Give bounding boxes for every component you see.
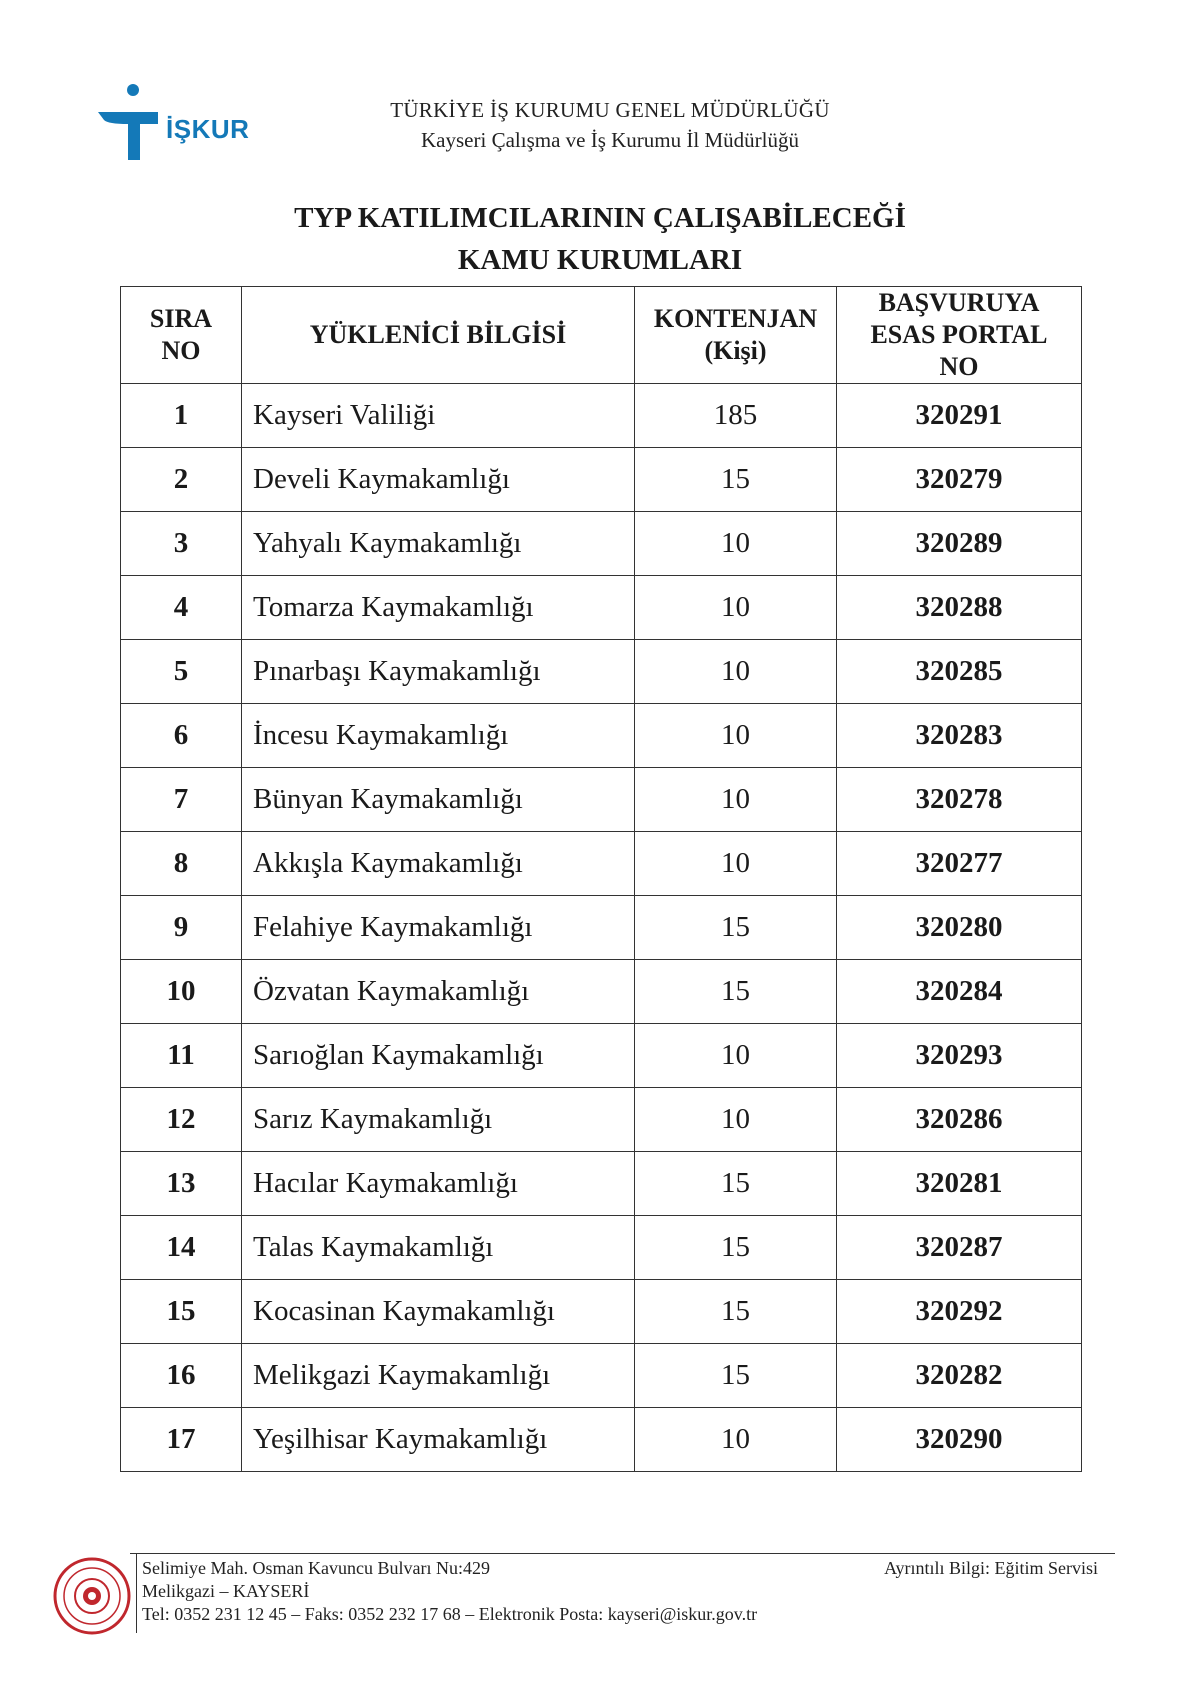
table-row (121, 448, 1082, 512)
header-yuklenici: YÜKLENİCİ BİLGİSİ (242, 287, 635, 384)
row-institution-name: Hacılar Kaymakamlığı (242, 1152, 635, 1216)
footer-vertical-divider (136, 1553, 137, 1633)
table-row (121, 1024, 1082, 1088)
row-institution-name: Yahyalı Kaymakamlığı (242, 512, 635, 576)
table-row (121, 576, 1082, 640)
row-kontenjan: 15 (635, 448, 837, 512)
footer-info: Ayrıntılı Bilgi: Eğitim Servisi (884, 1558, 1098, 1578)
table-row (121, 1088, 1082, 1152)
row-no: 4 (121, 576, 242, 640)
row-kontenjan: 15 (635, 1216, 837, 1280)
row-institution-name: Akkışla Kaymakamlığı (242, 832, 635, 896)
row-no: 8 (121, 832, 242, 896)
row-institution-name: Talas Kaymakamlığı (242, 1216, 635, 1280)
org-name: TÜRKİYE İŞ KURUMU GENEL MÜDÜRLÜĞÜ (390, 98, 830, 122)
row-no: 14 (121, 1216, 242, 1280)
header-portal-no: BAŞVURUYA ESAS PORTAL NO (837, 287, 1082, 384)
table-row (121, 1152, 1082, 1216)
row-kontenjan: 15 (635, 1152, 837, 1216)
row-portal-no: 320282 (837, 1344, 1082, 1408)
row-institution-name: Kocasinan Kaymakamlığı (242, 1280, 635, 1344)
row-institution-name: Sarıoğlan Kaymakamlığı (242, 1024, 635, 1088)
row-portal-no: 320292 (837, 1280, 1082, 1344)
row-portal-no: 320280 (837, 896, 1082, 960)
row-no: 5 (121, 640, 242, 704)
footer-contact: Tel: 0352 231 12 45 – Faks: 0352 232 17 68 – Elektronik Posta: kayseri@iskur.gov.tr (142, 1604, 758, 1624)
row-no: 9 (121, 896, 242, 960)
row-portal-no: 320285 (837, 640, 1082, 704)
org-subunit: Kayseri Çalışma ve İş Kurumu İl Müdürlüğü (421, 128, 799, 152)
row-no: 13 (121, 1152, 242, 1216)
row-portal-no: 320283 (837, 704, 1082, 768)
row-kontenjan: 15 (635, 960, 837, 1024)
row-no: 11 (121, 1024, 242, 1088)
row-no: 16 (121, 1344, 242, 1408)
table-row (121, 768, 1082, 832)
row-institution-name: Sarız Kaymakamlığı (242, 1088, 635, 1152)
row-portal-no: 320293 (837, 1024, 1082, 1088)
row-kontenjan: 15 (635, 1344, 837, 1408)
row-portal-no: 320284 (837, 960, 1082, 1024)
row-institution-name: Bünyan Kaymakamlığı (242, 768, 635, 832)
row-no: 12 (121, 1088, 242, 1152)
row-institution-name: Tomarza Kaymakamlığı (242, 576, 635, 640)
row-kontenjan: 10 (635, 768, 837, 832)
row-kontenjan: 10 (635, 1088, 837, 1152)
table-row (121, 704, 1082, 768)
row-portal-no: 320290 (837, 1408, 1082, 1472)
row-no: 15 (121, 1280, 242, 1344)
row-portal-no: 320289 (837, 512, 1082, 576)
header-kontenjan: KONTENJAN (Kişi) (635, 287, 837, 384)
table-row (121, 640, 1082, 704)
institutions-table (120, 286, 1082, 1472)
row-kontenjan: 10 (635, 704, 837, 768)
row-portal-no: 320291 (837, 384, 1082, 448)
table-row (121, 384, 1082, 448)
table-row (121, 960, 1082, 1024)
row-no: 17 (121, 1408, 242, 1472)
row-kontenjan: 185 (635, 384, 837, 448)
row-kontenjan: 10 (635, 640, 837, 704)
row-no: 10 (121, 960, 242, 1024)
row-no: 2 (121, 448, 242, 512)
row-institution-name: Melikgazi Kaymakamlığı (242, 1344, 635, 1408)
row-portal-no: 320277 (837, 832, 1082, 896)
table-row (121, 1280, 1082, 1344)
table-row (121, 832, 1082, 896)
row-kontenjan: 10 (635, 1024, 837, 1088)
row-no: 6 (121, 704, 242, 768)
header-sira-no: SIRA NO (121, 287, 242, 384)
footer-divider (130, 1553, 1115, 1554)
row-kontenjan: 15 (635, 896, 837, 960)
table-body (121, 384, 1082, 1472)
row-kontenjan: 10 (635, 512, 837, 576)
row-kontenjan: 10 (635, 1408, 837, 1472)
row-portal-no: 320278 (837, 768, 1082, 832)
table-row (121, 1408, 1082, 1472)
table-row (121, 512, 1082, 576)
row-no: 3 (121, 512, 242, 576)
logo-text: İŞKUR (166, 114, 250, 144)
table-header-row (121, 287, 1082, 384)
row-institution-name: Kayseri Valiliği (242, 384, 635, 448)
row-institution-name: İncesu Kaymakamlığı (242, 704, 635, 768)
row-portal-no: 320288 (837, 576, 1082, 640)
row-portal-no: 320281 (837, 1152, 1082, 1216)
row-kontenjan: 10 (635, 576, 837, 640)
row-portal-no: 320286 (837, 1088, 1082, 1152)
footer-address-line1: Selimiye Mah. Osman Kavuncu Bulvarı Nu:429 (142, 1558, 490, 1578)
document-title-line2: KAMU KURUMLARI (457, 244, 743, 276)
ministry-seal (52, 1556, 132, 1636)
row-institution-name: Yeşilhisar Kaymakamlığı (242, 1408, 635, 1472)
row-portal-no: 320287 (837, 1216, 1082, 1280)
row-institution-name: Develi Kaymakamlığı (242, 448, 635, 512)
row-no: 7 (121, 768, 242, 832)
row-no: 1 (121, 384, 242, 448)
table-row (121, 896, 1082, 960)
table-row (121, 1216, 1082, 1280)
row-portal-no: 320279 (837, 448, 1082, 512)
row-institution-name: Felahiye Kaymakamlığı (242, 896, 635, 960)
document-title-line1: TYP KATILIMCILARININ ÇALIŞABİLECEĞİ (294, 202, 906, 234)
row-kontenjan: 10 (635, 832, 837, 896)
seal-icon (52, 1556, 132, 1636)
row-institution-name: Pınarbaşı Kaymakamlığı (242, 640, 635, 704)
table-row (121, 1344, 1082, 1408)
row-institution-name: Özvatan Kaymakamlığı (242, 960, 635, 1024)
row-kontenjan: 15 (635, 1280, 837, 1344)
footer-address-line2: Melikgazi – KAYSERİ (142, 1581, 310, 1601)
